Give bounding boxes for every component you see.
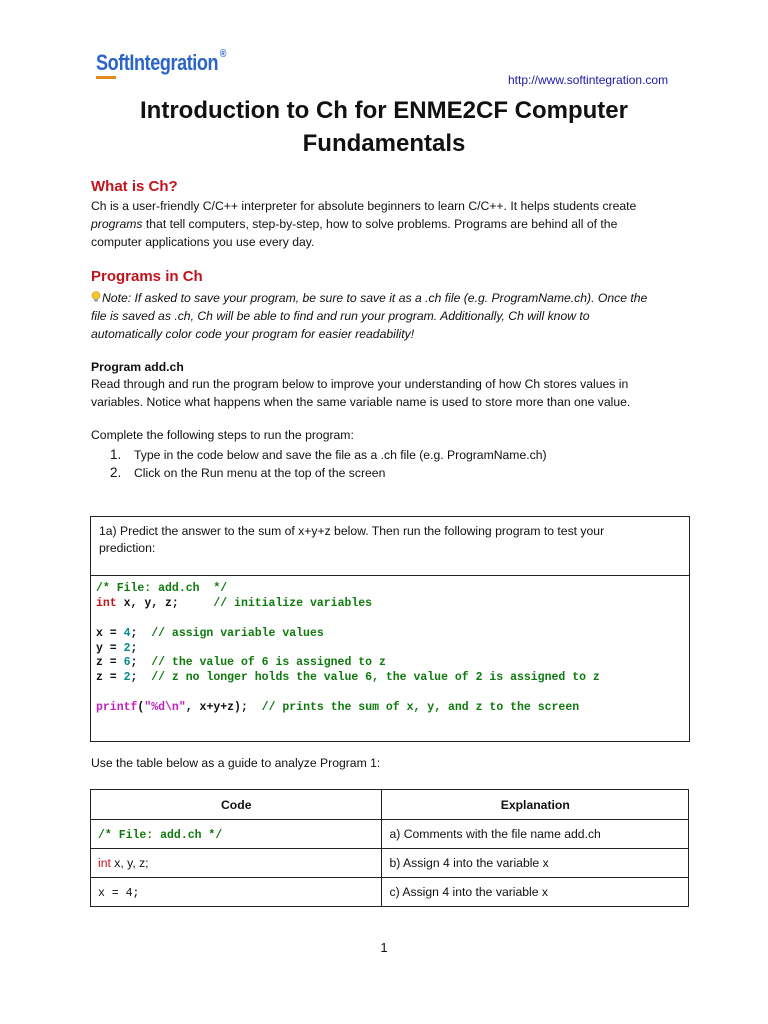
logo-registered-mark: ®	[219, 48, 227, 60]
explanation-cell: a) Comments with the file name add.ch	[382, 820, 689, 849]
code-number: 6	[123, 656, 131, 669]
code-text: z =	[96, 671, 124, 684]
code-cell	[91, 849, 382, 878]
title-line-2: Fundamentals	[302, 130, 466, 157]
code-line-1	[96, 582, 227, 595]
table-header-row	[91, 790, 689, 820]
note-line-1-text: Note: If asked to save your program, be sure to save it as a .ch file (e.g. ProgramName.ch). Once the	[102, 291, 648, 305]
code-line-5	[96, 656, 386, 669]
code-number: 4	[123, 627, 131, 640]
programs-emphasis: programs	[91, 217, 143, 231]
logo-text-soft: Soft	[96, 50, 130, 75]
title-line-1: Introduction to Ch for ENME2CF Computer	[140, 97, 628, 124]
code-text: (	[137, 701, 145, 714]
code-line-2	[96, 597, 372, 610]
logo-accent-bar	[96, 76, 116, 79]
lightbulb-icon	[91, 291, 101, 303]
code-text: x =	[96, 627, 124, 640]
code-keyword: int	[96, 597, 117, 610]
code-text: ;	[130, 671, 138, 684]
explanation-cell: c) Assign 4 into the variable x	[382, 878, 689, 907]
what-paragraph	[91, 197, 691, 251]
question-line-1: 1a) Predict the answer to the sum of x+y+z below. Then run the following program to test your	[99, 524, 605, 538]
table-row	[91, 849, 689, 878]
note-line-2: file is saved as .ch, Ch will be able to find and run your program. Additionally, Ch will know to	[91, 309, 590, 323]
code-comment: // the value of 6 is assigned to z	[137, 656, 386, 669]
code-line-6	[96, 671, 600, 684]
heading-what-is-ch: What is Ch?	[91, 178, 178, 195]
code-comment: /* File: add.ch */	[98, 828, 223, 842]
code-text: y =	[96, 642, 124, 655]
code-text: x = 4;	[98, 886, 140, 900]
softintegration-logo	[96, 50, 226, 76]
code-number: 2	[123, 671, 131, 684]
code-comment: // z no longer holds the value 6, the value of 2 is assigned to z	[137, 671, 600, 684]
code-function: printf	[96, 701, 138, 714]
note-line-3: automatically color code your program for easier readability!	[91, 327, 415, 341]
exercise-divider	[91, 575, 689, 576]
explanation-cell: b) Assign 4 into the variable x	[382, 849, 689, 878]
code-line-7	[96, 701, 579, 714]
step-text: Type in the code below and save the file as a .ch file (e.g. ProgramName.ch)	[134, 448, 547, 462]
code-comment: // initialize variables	[178, 597, 373, 610]
code-text: ;	[130, 627, 138, 640]
code-text: z =	[96, 656, 124, 669]
what-line-2	[91, 215, 691, 233]
code-text: x, y, z;	[116, 597, 179, 610]
code-number: 2	[123, 642, 131, 655]
table-intro: Use the table below as a guide to analyze Program 1:	[91, 756, 381, 770]
analysis-table	[90, 789, 689, 907]
code-text: ;	[130, 656, 138, 669]
exercise-box	[90, 516, 690, 742]
step-number: 2.	[110, 465, 122, 480]
code-text: x, y, z;	[110, 856, 149, 870]
steps-intro: Complete the following steps to run the program:	[91, 428, 354, 442]
steps-list	[91, 446, 547, 482]
program-add-line-2: variables. Notice what happens when the same variable name is used to store more than one value.	[91, 395, 631, 409]
code-comment: // prints the sum of x, y, and z to the screen	[247, 701, 580, 714]
program-add-line-1: Read through and run the program below to improve your understanding of how Ch stores values in	[91, 377, 629, 391]
page-title	[0, 94, 768, 160]
code-cell	[91, 820, 382, 849]
step-text: Click on the Run menu at the top of the screen	[134, 466, 386, 480]
code-string: "%d\n"	[144, 701, 186, 714]
code-line-4	[96, 642, 137, 655]
website-link[interactable]: http://www.softintegration.com	[508, 73, 669, 87]
note-paragraph	[91, 289, 691, 343]
code-keyword: int	[98, 856, 111, 870]
step-item	[91, 446, 547, 464]
code-comment: // assign variable values	[137, 627, 324, 640]
question-line-2: prediction:	[99, 541, 156, 555]
code-cell	[91, 878, 382, 907]
step-number: 1.	[110, 447, 122, 462]
header-code: Code	[91, 790, 382, 820]
header-explanation: Explanation	[382, 790, 689, 820]
code-text: , x+y+z);	[185, 701, 248, 714]
page-number: 1	[380, 940, 388, 955]
code-line-3	[96, 627, 324, 640]
program-add-paragraph	[91, 375, 691, 411]
table-row	[91, 820, 689, 849]
table-row	[91, 878, 689, 907]
logo-text-integration: Integration	[129, 50, 219, 75]
exercise-question	[99, 523, 679, 557]
code-text: ;	[130, 642, 138, 655]
what-line-3: computer applications you use every day.	[91, 235, 315, 249]
what-line-2-rest: that tell computers, step-by-step, how to solve problems. Programs are behind all of the	[142, 217, 618, 231]
step-item	[91, 464, 547, 482]
note-line-1	[91, 289, 691, 307]
heading-programs-in-ch: Programs in Ch	[91, 268, 203, 285]
code-comment: /* File: add.ch */	[96, 582, 228, 595]
heading-program-add: Program add.ch	[91, 360, 184, 374]
what-line-1: Ch is a user-friendly C/C++ interpreter for absolute beginners to learn C/C++. It helps students create	[91, 199, 637, 213]
